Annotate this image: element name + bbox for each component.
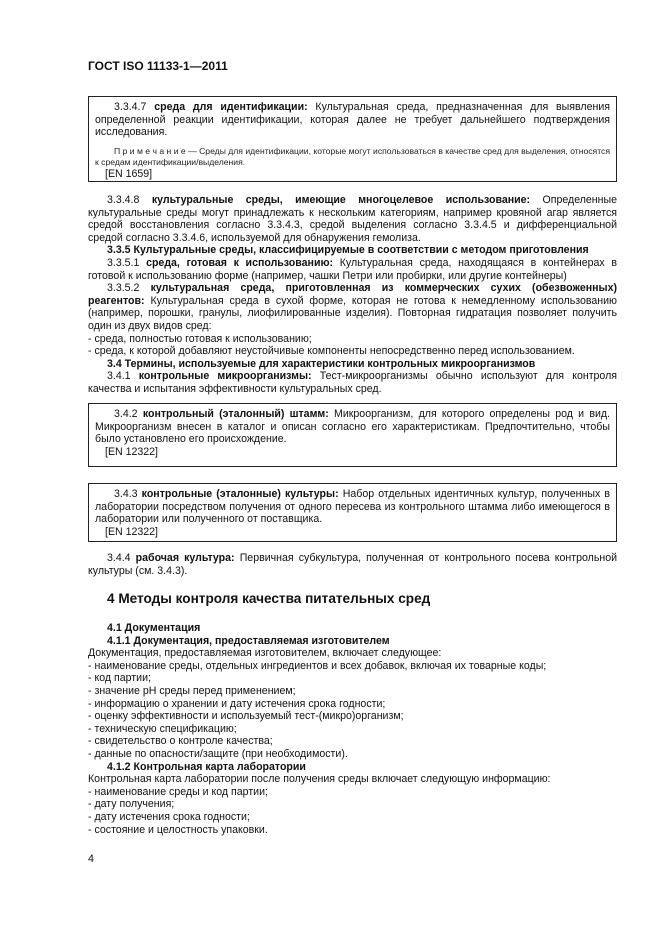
clause-number: 3.3.5.2: [107, 282, 140, 295]
body-text-block-1: [88, 194, 617, 396]
definition-342: [95, 408, 610, 446]
list-item: - среда, полностью готовая к использованию;: [88, 332, 312, 345]
clause-number: 3.4.4: [107, 552, 131, 564]
clause-number: 3.3.5.1: [107, 256, 140, 269]
list-item: - свидетельство о контроле качества;: [88, 735, 273, 748]
term: культуральные среды, имеющие многоцелевое использование:: [151, 194, 531, 206]
definition-3347: [95, 101, 610, 139]
reference: [EN 12322]: [105, 525, 159, 538]
definition-text: Микроорганизм, для которого определены род и вид. Микроорганизм внесен в каталог и описан согласно его характеристикам. Предпочтительно, чтобы было установлено его происхождение.: [95, 408, 610, 446]
definition-3351: [88, 257, 617, 282]
definition-box-342: [88, 403, 617, 467]
definition-box-3347: [88, 96, 617, 182]
reference: [EN 12322]: [105, 445, 159, 458]
section-heading-4: 4 Методы контроля качества питательных сред: [107, 591, 431, 606]
list-item: - наименование среды и код партии;: [88, 785, 268, 798]
list-item: - информацию о хранении и дату истечения срока годности;: [88, 697, 386, 710]
clause-number: 3.4.1: [107, 370, 131, 383]
definition-343: [95, 488, 610, 526]
paragraph-412: Контрольная карта лаборатории после получения среды включает следующую информацию:: [88, 773, 551, 786]
definition-text: Набор отдельных идентичных культур, полученных в лаборатории посредством получения от одного пересева из контрольного штамма либо имеющегося в лаборатории или полученного от поставщика.: [95, 488, 611, 526]
definition-text: Культуральная среда в сухой форме, которая не готова к немедленному использованию (например, порошки, гранулы, лиофилированные изделия). Повторная гидратация позволяет получить один из двух видов сред:: [88, 294, 617, 332]
clause-number: 3.4.3: [114, 488, 138, 500]
term: среда для идентификации:: [154, 101, 308, 113]
heading-41: 4.1 Документация: [107, 622, 201, 634]
heading-34: 3.4 Термины, используемые для характеристики контрольных микроорганизмов: [107, 357, 536, 370]
reference: [EN 1659]: [105, 167, 153, 180]
definition-344: [88, 552, 617, 577]
list-item: - среда, к которой добавляют неустойчивые компоненты непосредственно перед использованием.: [88, 345, 575, 358]
list-item: - состояние и целостность упаковки.: [88, 823, 268, 836]
definition-3352: [88, 282, 617, 332]
list-item: - техническую спецификацию;: [88, 722, 237, 735]
term: контрольный (эталонный) штамм:: [142, 408, 329, 420]
list-item: - дату истечения срока годности;: [88, 810, 250, 823]
term: контрольные микроорганизмы:: [138, 370, 312, 383]
heading-335: 3.3.5 Культуральные среды, классифицируемые в соответствии с методом приготовления: [107, 244, 589, 257]
definition-3348: [88, 194, 617, 244]
definition-text: Культуральная среда, предназначенная для выявления определенной реакции идентификации, которая далее не требует дальнейшего подтверждения исследования.: [95, 101, 610, 139]
term: среда, готовая к использованию:: [146, 256, 334, 269]
term: культуральная среда, приготовленная из коммерческих сухих (обезвоженных) реагентов:: [88, 282, 617, 307]
definition-text: Первичная субкультура, полученная от контрольного посева контрольной культуры (см. 3.4.3).: [88, 552, 618, 577]
body-text-block-3: [88, 622, 617, 836]
body-text-block-2: [88, 552, 617, 577]
definition-text: Тест-микроорганизмы обычно используют для контроля качества и испытания эффективности культуральных сред.: [88, 370, 618, 395]
list-item: - наименование среды, отдельных ингредиентов и всех добавок, включая их товарные коды;: [88, 659, 547, 672]
list-item: - дату получения;: [88, 798, 175, 811]
list-item: - код партии;: [88, 672, 151, 685]
list-item: - значение pH среды перед применением;: [88, 684, 296, 697]
document-header: ГОСТ ISO 11133-1—2011: [88, 59, 228, 73]
paragraph-411: Документация, предоставляемая изготовителем, включает следующее:: [88, 647, 442, 660]
page-number: 4: [88, 853, 94, 865]
definition-text: Определенные культуральные среды могут принадлежать к нескольким категориям, например кровяной агар является средой восстановления согласно 3.3.4.3, средой выделения согласно 3.3.4.5 и дифференциальной средой согласно 3.3.4.6, используемой для обнаружения гемолиза.: [88, 194, 618, 244]
note: П р и м е ч а н и е — Среды для идентификации, которые могут использоваться в качестве сред для выделения, относятся к средам идентификации/выделения.: [95, 145, 610, 167]
definition-box-343: [88, 483, 617, 542]
definition-text: Культуральная среда, находящаяся в контейнерах в готовой к использованию форме (например, чашки Петри или пробирки, или другие контейнеры): [88, 256, 618, 282]
heading-412: 4.1.2 Контрольная карта лаборатории: [107, 760, 306, 773]
list-item: - данные по опасности/защите (при необходимости).: [88, 747, 348, 760]
clause-number: 3.3.4.7: [114, 101, 147, 113]
clause-number: 3.3.4.8: [107, 194, 140, 206]
list-item: - оценку эффективности и используемый тест-(микро)организм;: [88, 710, 404, 723]
clause-number: 3.4.2: [114, 408, 138, 420]
term: рабочая культура:: [135, 552, 235, 564]
definition-341: [88, 370, 617, 395]
term: контрольные (эталонные) культуры:: [141, 488, 339, 500]
heading-411: 4.1.1 Документация, предоставляемая изготовителем: [107, 634, 390, 647]
